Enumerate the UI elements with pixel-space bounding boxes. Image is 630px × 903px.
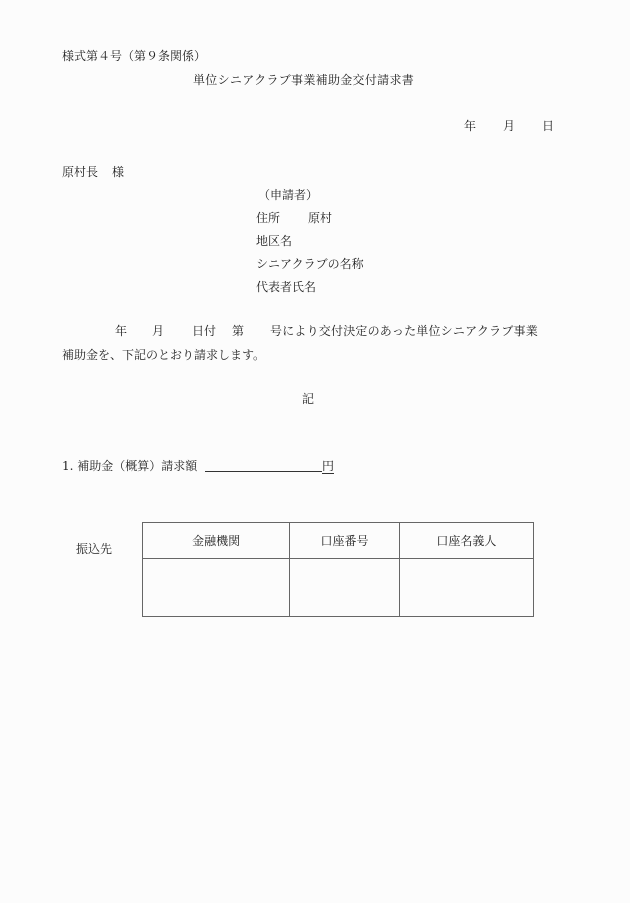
cell-account-holder[interactable]	[399, 559, 533, 617]
body-number-prefix: 第	[232, 324, 245, 338]
addressee	[62, 165, 124, 179]
body-month: 月	[152, 324, 165, 338]
amount-input-blank[interactable]	[205, 471, 322, 472]
form-number: 様式第４号（第９条関係）	[62, 49, 207, 63]
cell-financial-institution[interactable]	[143, 559, 290, 617]
amount-unit: 円	[322, 459, 335, 473]
body-year: 年	[115, 324, 128, 338]
representative-label: 代表者氏名	[256, 280, 317, 294]
cell-account-number[interactable]	[290, 559, 399, 617]
bank-table-header	[143, 523, 534, 559]
body-line1-rest: 号により交付決定のあった単位シニアクラブ事業	[270, 324, 538, 338]
addressee-name: 原村長	[62, 165, 99, 179]
transfer-label: 振込先	[76, 542, 113, 556]
address-label: 住所	[256, 211, 281, 225]
ki-heading: 記	[302, 392, 315, 406]
date-year-label: 年	[464, 119, 477, 133]
district-label: 地区名	[256, 234, 293, 248]
address-value: 原村	[308, 211, 333, 225]
club-name-label: シニアクラブの名称	[256, 257, 364, 271]
header-account-number: 口座番号	[290, 523, 399, 559]
applicant-label: （申請者）	[258, 188, 319, 202]
body-day-dated: 日付	[192, 324, 217, 338]
applicant-address	[256, 211, 332, 225]
date-day-label: 日	[542, 119, 555, 133]
header-financial-institution: 金融機関	[143, 523, 290, 559]
addressee-honorific: 様	[112, 165, 125, 179]
document-title: 単位シニアクラブ事業補助金交付請求書	[193, 73, 415, 87]
body-line2: 補助金を、下記のとおり請求します。	[62, 348, 266, 362]
bank-table	[142, 522, 534, 617]
date-month-label: 月	[503, 119, 516, 133]
amount-label: 1. 補助金（概算）請求額	[62, 459, 198, 473]
header-account-holder: 口座名義人	[399, 523, 533, 559]
table-row	[143, 559, 534, 617]
